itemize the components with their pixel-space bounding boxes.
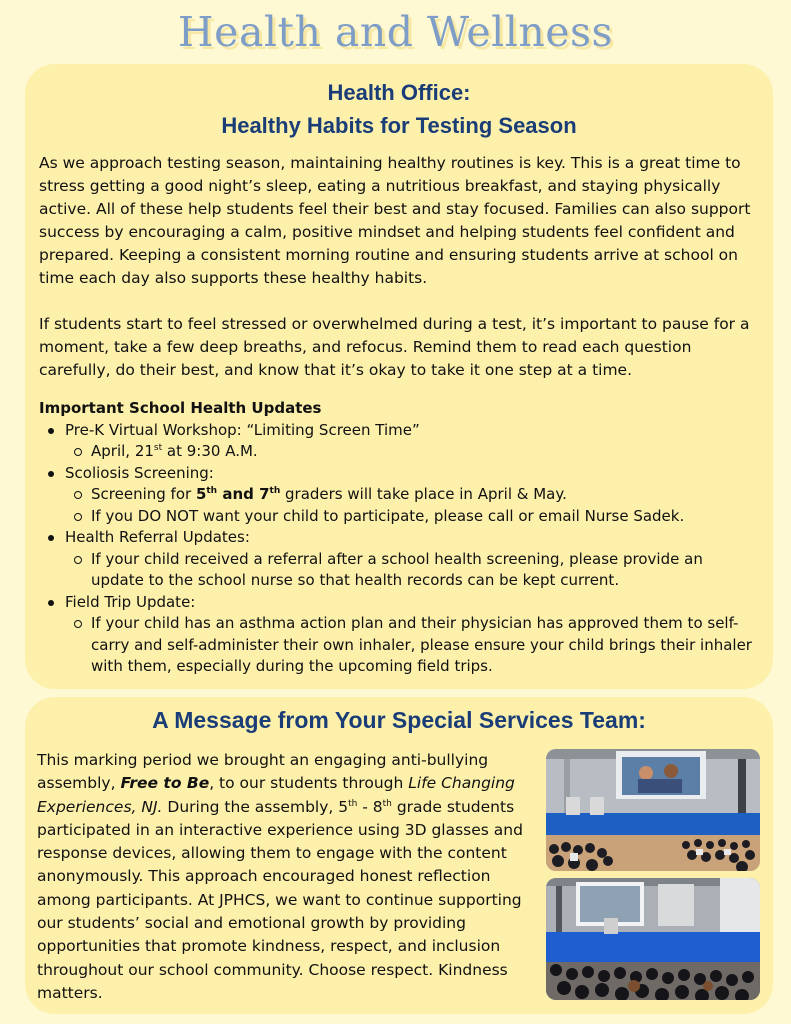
testing-season-paragraph: As we approach testing season, maintaining healthy routines is key. This is a great time to stress getting a good night’s sleep, eating a nutritious breakfast, and staying physically active. All of these help students feel their best and stay focused. Families can also support success by encouraging a calm, positive mindset and helping students feel confident and prepared. Keeping a consistent morning routine and ensuring students arrive at school on time each day also supports these healthy habits.: [39, 154, 751, 287]
assembly-photo-1: [546, 749, 760, 871]
list-item-scoliosis: [39, 463, 759, 528]
special-services-panel: [25, 697, 773, 1014]
prek-workshop-label: Pre-K Virtual Workshop: “Limiting Screen Time”: [65, 420, 420, 439]
health-updates-title: Important School Health Updates: [39, 399, 322, 417]
health-updates: [39, 398, 759, 678]
list-item-field-trip: [39, 592, 759, 678]
health-updates-list: [39, 420, 759, 678]
referral-label: Health Referral Updates:: [65, 528, 250, 546]
assembly-photo-2-image: [546, 878, 760, 1000]
health-office-panel: [25, 64, 773, 689]
stress-paragraph: If students start to feel stressed or overwhelmed during a test, it’s important to pause for a moment, take a few deep breaths, and refocus. Remind them to read each question carefully, do their best, and know that it’s okay to take it one step at a time.: [39, 315, 750, 379]
assembly-photos: [546, 749, 760, 1005]
field-trip-text: If your child has an asthma action plan and their physician has approved them to self-carry and self-administer their own inhaler, please ensure your child brings their inhaler with them, especially during the upcoming field trips.: [65, 613, 759, 678]
health-office-heading-line1: Health Office:: [327, 80, 471, 105]
scoliosis-label: Scoliosis Screening:: [65, 463, 214, 482]
health-office-heading: [39, 76, 759, 142]
special-services-heading: A Message from Your Special Services Team:: [152, 707, 646, 733]
referral-text: If your child received a referral after a school health screening, please provide an update to the school nurse so that health records can be kept current.: [65, 549, 759, 592]
health-office-heading-line2: Healthy Habits for Testing Season: [221, 113, 577, 138]
page-title: Health and Wellness: [177, 8, 614, 56]
list-item-referral: [39, 527, 759, 592]
assembly-photo-1-image: [546, 749, 760, 871]
list-item-prek-workshop: [39, 420, 759, 463]
scoliosis-opt-out: If you DO NOT want your child to participate, please call or email Nurse Sadek.: [65, 506, 759, 528]
field-trip-label: Field Trip Update:: [65, 592, 196, 611]
prek-workshop-date: April, 21st at 9:30 A.M.: [65, 441, 759, 463]
assembly-photo-2: [546, 878, 760, 1000]
special-services-text: This marking period we brought an engaging anti-bullying assembly, Free to Be, to our students through Life Changing Experiences, NJ. During the assembly, 5th - 8th grade students participated in an interactive experience using 3D glasses and response devices, allowing them to engage with the content anonymously. This approach encouraged honest reflection among participants. At JPHCS, we want to continue supporting our students’ social and emotional growth by providing opportunities that promote kindness, respect, and inclusion throughout our school community. Choose respect. Kindness matters.: [37, 751, 523, 1002]
scoliosis-grades: Screening for 5th and 7th graders will take place in April & May.: [65, 484, 759, 506]
